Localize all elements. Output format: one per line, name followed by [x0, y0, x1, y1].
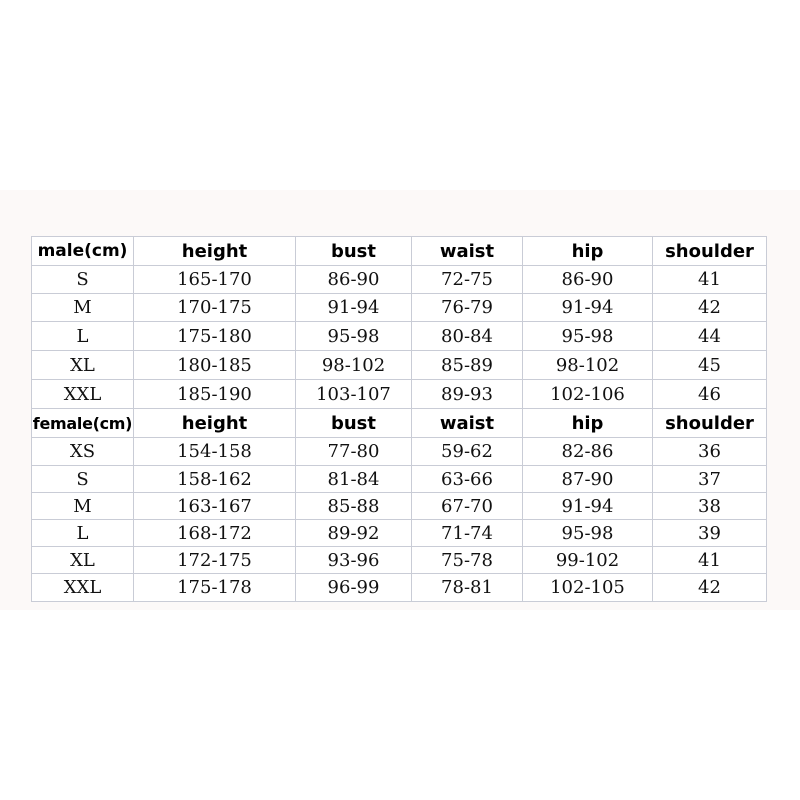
column-header-bust: bust	[296, 237, 412, 266]
waist-cell: 67-70	[412, 493, 523, 520]
bust-cell: 86-90	[296, 266, 412, 294]
shoulder-cell: 38	[653, 493, 767, 520]
hip-cell: 91-94	[523, 493, 653, 520]
bust-cell: 85-88	[296, 493, 412, 520]
male-row-s	[32, 266, 767, 294]
size-cell: XXL	[32, 574, 134, 602]
shoulder-cell: 45	[653, 351, 767, 380]
hip-cell: 102-105	[523, 574, 653, 602]
size-cell: M	[32, 294, 134, 322]
hip-cell: 95-98	[523, 322, 653, 351]
bust-cell: 98-102	[296, 351, 412, 380]
waist-cell: 78-81	[412, 574, 523, 602]
size-cell: M	[32, 493, 134, 520]
waist-cell: 85-89	[412, 351, 523, 380]
height-cell: 185-190	[134, 380, 296, 409]
waist-cell: 76-79	[412, 294, 523, 322]
female-row-xs	[32, 438, 767, 466]
height-cell: 180-185	[134, 351, 296, 380]
hip-cell: 87-90	[523, 466, 653, 493]
male-header-row	[32, 237, 767, 266]
hip-cell: 102-106	[523, 380, 653, 409]
shoulder-cell: 44	[653, 322, 767, 351]
column-header-hip: hip	[523, 409, 653, 438]
shoulder-cell: 41	[653, 266, 767, 294]
column-header-height: height	[134, 409, 296, 438]
size-cell: L	[32, 520, 134, 547]
female-header-row	[32, 409, 767, 438]
column-header-shoulder: shoulder	[653, 237, 767, 266]
height-cell: 175-178	[134, 574, 296, 602]
hip-cell: 95-98	[523, 520, 653, 547]
column-header-bust: bust	[296, 409, 412, 438]
male-row-xl	[32, 351, 767, 380]
height-cell: 175-180	[134, 322, 296, 351]
shoulder-cell: 42	[653, 294, 767, 322]
hip-cell: 98-102	[523, 351, 653, 380]
waist-cell: 89-93	[412, 380, 523, 409]
size-cell: S	[32, 466, 134, 493]
hip-cell: 91-94	[523, 294, 653, 322]
bust-cell: 77-80	[296, 438, 412, 466]
size-cell: L	[32, 322, 134, 351]
column-header-shoulder: shoulder	[653, 409, 767, 438]
female-section-label: female(cm)	[32, 409, 134, 438]
column-header-hip: hip	[523, 237, 653, 266]
bust-cell: 81-84	[296, 466, 412, 493]
female-row-l	[32, 520, 767, 547]
waist-cell: 63-66	[412, 466, 523, 493]
bust-cell: 93-96	[296, 547, 412, 574]
waist-cell: 75-78	[412, 547, 523, 574]
female-row-s	[32, 466, 767, 493]
bust-cell: 103-107	[296, 380, 412, 409]
height-cell: 168-172	[134, 520, 296, 547]
male-row-xxl	[32, 380, 767, 409]
shoulder-cell: 36	[653, 438, 767, 466]
male-section-label: male(cm)	[32, 237, 134, 266]
bust-cell: 91-94	[296, 294, 412, 322]
female-row-m	[32, 493, 767, 520]
shoulder-cell: 42	[653, 574, 767, 602]
waist-cell: 59-62	[412, 438, 523, 466]
size-cell: XL	[32, 547, 134, 574]
shoulder-cell: 41	[653, 547, 767, 574]
hip-cell: 99-102	[523, 547, 653, 574]
height-cell: 154-158	[134, 438, 296, 466]
bust-cell: 95-98	[296, 322, 412, 351]
shoulder-cell: 37	[653, 466, 767, 493]
hip-cell: 82-86	[523, 438, 653, 466]
waist-cell: 72-75	[412, 266, 523, 294]
female-row-xl	[32, 547, 767, 574]
size-chart-body	[32, 237, 767, 602]
waist-cell: 71-74	[412, 520, 523, 547]
male-row-l	[32, 322, 767, 351]
male-row-m	[32, 294, 767, 322]
bust-cell: 96-99	[296, 574, 412, 602]
size-cell: XL	[32, 351, 134, 380]
bust-cell: 89-92	[296, 520, 412, 547]
height-cell: 163-167	[134, 493, 296, 520]
height-cell: 172-175	[134, 547, 296, 574]
size-chart-table	[31, 236, 767, 602]
size-cell: XXL	[32, 380, 134, 409]
hip-cell: 86-90	[523, 266, 653, 294]
waist-cell: 80-84	[412, 322, 523, 351]
height-cell: 165-170	[134, 266, 296, 294]
shoulder-cell: 39	[653, 520, 767, 547]
size-cell: XS	[32, 438, 134, 466]
female-row-xxl	[32, 574, 767, 602]
size-cell: S	[32, 266, 134, 294]
column-header-waist: waist	[412, 237, 523, 266]
height-cell: 170-175	[134, 294, 296, 322]
shoulder-cell: 46	[653, 380, 767, 409]
height-cell: 158-162	[134, 466, 296, 493]
column-header-waist: waist	[412, 409, 523, 438]
column-header-height: height	[134, 237, 296, 266]
